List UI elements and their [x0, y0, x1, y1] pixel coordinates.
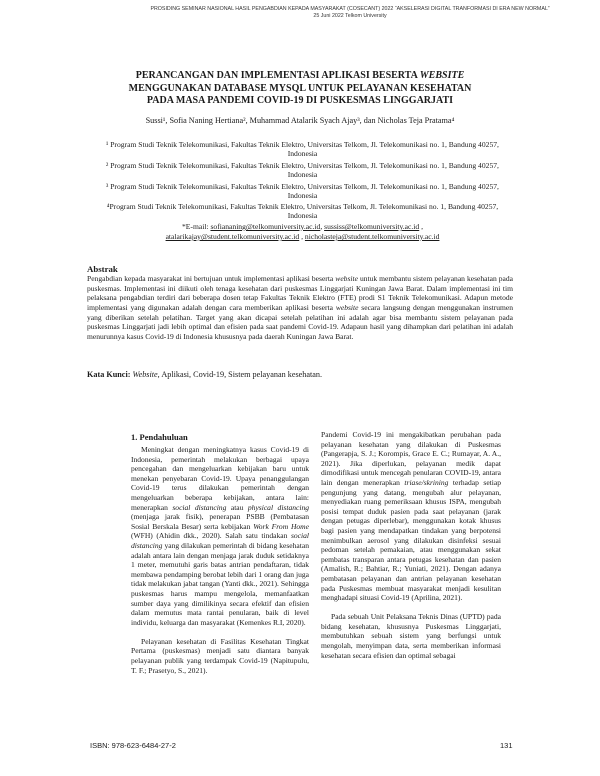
- page-number: 131: [500, 741, 513, 750]
- affiliation-3: ³ Program Studi Teknik Telekomunikasi, Fakultas Teknik Elektro, Universitas Telkom, Jl. Telekomunikasi no. 1, Bandung 40257, Indonesia: [106, 182, 499, 201]
- isbn: ISBN: 978-623-6484-27-2: [90, 741, 176, 750]
- paragraph: Pada sebuah Unit Pelaksana Teknis Dinas (UPTD) pada bidang kesehatan, khususnya Puskesmas Linggarjati, membutuhkan sebuah sistem yang berfungsi untuk mengolah, menyimpan data, serta memberikan informasi kesehatan secara efisien dan optimal sebagai: [321, 612, 501, 660]
- abstract-text-italic-2: website: [335, 302, 359, 312]
- text-run: Meningkat dengan meningkatnya kasus Covid-19 di Indonesia, pemerintah melakukan berbagai upaya pencegahan dan mengeluarkan kebijakan baru untuk menekan penyebaran Covid-19. Upaya penanggulangan Covid-19 terus dilakukan pemerintah dengan mengeluarkan beberapa kebijakan, antara lain: menerapkan: [131, 445, 309, 512]
- paragraph: [321, 430, 501, 603]
- text-run: atau: [226, 502, 248, 512]
- affiliation-2: ² Program Studi Teknik Telekomunikasi, Fakultas Teknik Elektro, Universitas Telkom, Jl. Telekomunikasi no. 1, Bandung 40257, Indonesia: [106, 161, 499, 180]
- keywords-label: Kata Kunci:: [87, 370, 133, 379]
- email-label: *E-mail:: [181, 222, 211, 231]
- abstract-text-3: secara langsung dengan menggunakan instrumen yang diberikan setelah pelatihan. Target yang akan dicapai setelah pelatihan ini adalah agar bisa membantu sistem pelayanan pada puskesmas Linggarjati jadi lebih optimal dan efisien pada saat pandemi Covid-19. Adapaun hasil yang dihampkan dari pelatihan ini adalah menurunnya kasus Covid-19 di Indonesia khususnya pada daerah Kuningan Jawa Barat.: [87, 302, 514, 341]
- header-line-2: 25 Juni 2022 Telkom University: [313, 13, 387, 19]
- text-run: yang dilakukan pemerintah di bidang kesehatan adalah antara lain dengan menjaga jarak duduk setidaknya 1 meter, memutuhi garis batas antrian pendaftaran, tidak membawa pendamping berobat lebih dari 1 orang dan juga tidak melakukan jabat tangan (Yanti dkk., 2021). Sehingga puskesmas harus mampu mengelola, memanfaatkan sumber daya yang dimilikinya secara efektif dan efisien dalam memutus mata rantai penularan, baik di level individu, keluarga dan masyarakat (Kemenkes R.I, 2020).: [131, 540, 309, 627]
- italic-run: social distancing: [172, 502, 227, 512]
- keyword-website: Website: [132, 370, 158, 379]
- abstract-body: [87, 274, 513, 342]
- title-line-2: MENGGUNAKAN DATABASE MYSQL UNTUK PELAYANAN KESEHATAN: [128, 82, 472, 94]
- affiliation-4: ⁴Program Studi Teknik Telekomunikasi, Fakultas Teknik Elektro, Universitas Telkom, Jl. Telekomunikasi no. 1, Bandung 40257, Indonesia: [106, 202, 499, 221]
- abstract-text-2: untuk membantu sistem pelayanan kesehatan pada puskesmas. Implementasi ini diikuti oleh tenaga kesehatan dari puskesmas Linggarjati Kuningan Jawa Barat. Dalam implementasi ini tim pelaksana pengabdian terdiri dari beberapa dosen tetap Fakultas Teknik Elektro (FTE) prodi S1 Teknik Telekomunikasi. Adapun metode implementasi yang digunakan adalah dengan cara memberikan aplikasi beserta: [87, 274, 513, 312]
- text-run: (menjaga jarak fisik), penerapan PSBB (Pembatasan Sosial Berskala Besar) serta kebijakan: [131, 512, 309, 531]
- header-line-1: PROSIDING SEMINAR NASIONAL HASIL PENGABDIAN KEPADA MASYARAKAT (COSECANT) 2022 “AKSELERASI DIGITAL TRANFORMASI DI ERA NEW NORMAL”: [150, 6, 550, 12]
- section-heading: 1. Pendahuluan: [131, 432, 188, 442]
- text-run: Pandemi Covid-19 ini mengakibatkan perubahan pada pelayanan kesehatan yang dilakukan di Puskesmas (Pangerapja, S. J.; Korompis, Grace E. C.; Rumayar, A. A., 2021). Jika diperlukan, pelayanan medik dapat dimodifikasi untuk mencegah penularan COVID-19, antara lain dengan menerapkan: [321, 430, 501, 487]
- title-line-1a: PERANCANGAN DAN IMPLEMENTASI APLIKASI BESERTA: [135, 70, 420, 81]
- paragraph: Pelayanan kesehatan di Fasilitas Kesehatan Tingkat Pertama (puskesmas) menjadi satu diantara banyak pelayanan publik yang terdampak Covid-19 (Napitupulu, T. F.; Prasetyo, S., 2021).: [131, 636, 309, 675]
- italic-run: Work From Home: [253, 521, 309, 531]
- email-3[interactable]: atalarikajay@student.telkomuniversity.ac.id: [165, 232, 300, 241]
- email-4[interactable]: nicholasteja@student.telkomuniversity.ac.id: [304, 232, 440, 241]
- email-block: *E-mail: sofiananing@telkomuniversity.ac.id, sussiss@telkomuniversity.ac.id , atalarikajay@student.telkomuniversity.ac.id , nicholasteja@student.telkomuniversity.ac.id: [165, 222, 440, 241]
- affiliation-1: ¹ Program Studi Teknik Telekomunikasi, Fakultas Teknik Elektro, Universitas Telkom, Jl. Telekomunikasi no. 1, Bandung 40257, Indonesia: [106, 140, 499, 159]
- column-right: [321, 430, 501, 660]
- text-run: (WFH) (Ahidin dkk., 2020). Salah satu tindakan: [131, 531, 291, 541]
- email-2[interactable]: sussiss@telkomuniversity.ac.id: [324, 222, 420, 231]
- abstract-text-italic-1: website: [335, 274, 358, 283]
- paragraph: [131, 445, 309, 627]
- italic-run: social distancing: [131, 531, 309, 550]
- keywords: [87, 370, 513, 379]
- title-line-3: PADA MASA PANDEMI COVID-19 DI PUSKESMAS LINGGARJATI: [146, 95, 454, 106]
- text-run: terhadap setiap pengunjung yang datang, mengubah alur pelayanan, menyediakan ruang pemeriksaan khusus ISPA, mengubah posisi tempat duduk pasien pada saat pelayanan (jarak dengan petugas diperlebar), menggunakan kotak khusus bagi pasien yang mendapatkan tindakan yang berpotensi menimbulkan aerosol yang dilakukan disinfeksi sesuai pedoman setelah pemakaian, atau menggunakan sekat pembatas transparan antara petugas kesehatan dan pasien (Amalish, R.; Bahtiar, R.; Yuniati, 2021). Dengan adanya pembatasan pelayanan dan antrian pelayanan kesehatan pada Puskesmas membuat masyarakat menjadi kesulitan menghadapi situasi Covid-19 (Aprilina, 2021).: [321, 477, 501, 603]
- email-1[interactable]: sofiananing@telkomuniversity.ac.id: [210, 222, 321, 231]
- keywords-rest: , Aplikasi, Covid-19, Sistem pelayanan kesehatan.: [157, 370, 323, 379]
- running-header: [140, 6, 560, 20]
- paper-title: [90, 70, 510, 108]
- column-left: [131, 445, 309, 675]
- title-line-1b: WEBSITE: [419, 70, 465, 81]
- abstract-text-1: Pengabdian kepada masyarakat ini bertujuan untuk implementasi aplikasi beserta: [87, 274, 336, 283]
- abstract-heading: Abstrak: [87, 264, 118, 274]
- italic-run: triase/skrining: [404, 477, 449, 487]
- author-list: Sussi¹, Sofia Naning Hertiana², Muhammad Atalarik Syach Ajay³, dan Nicholas Teja Pratama⁴: [145, 116, 455, 125]
- italic-run: physical distancing: [247, 502, 309, 512]
